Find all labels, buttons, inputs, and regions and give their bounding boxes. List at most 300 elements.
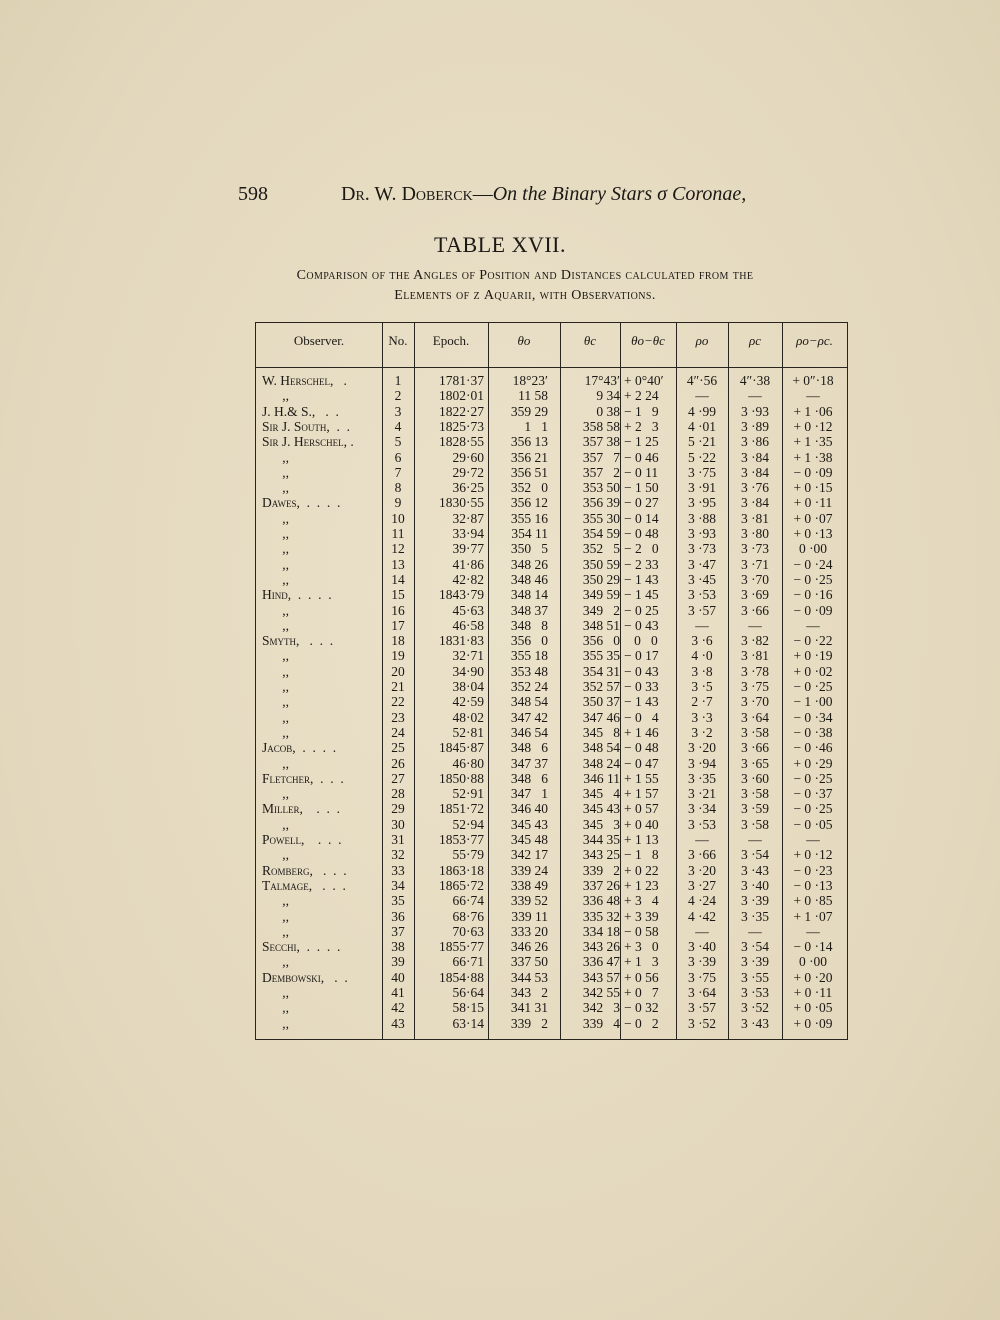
epoch-cell: 39·77 [452,541,484,557]
theta-calculated-cell: 345 8 [582,724,620,740]
rho-observed-cell: 3 ·57 [687,602,717,618]
table-row [256,373,847,389]
table-title: TABLE XVII. [433,232,567,257]
rho-calculated-cell: 3 ·53 [740,985,770,1000]
rho-observed-cell: 2 ·7 [691,694,713,710]
theta-calculated-cell: 345 43 [582,801,620,817]
rho-observed-cell: 3 ·75 [687,464,717,480]
running-title [341,183,746,206]
table-row [256,817,847,833]
epoch-cell: 63·14 [452,1015,484,1031]
theta-difference-cell: + 0 56 [624,969,659,985]
table-row [256,419,847,435]
rho-difference-cell: − 0 ·37 [793,786,833,802]
number-cell: 17 [391,617,405,633]
theta-calculated-cell: 348 51 [582,617,620,633]
rho-difference-cell: − 0 ·13 [793,877,833,893]
rho-observed-cell: — [695,832,709,847]
theta-calculated-cell: 339 2 [582,862,620,878]
observer-cell: J. H.& S., . . [262,403,339,419]
number-cell: 43 [391,1015,405,1031]
epoch-cell: 48·02 [452,709,484,725]
table-row [256,909,847,925]
number-cell: 22 [391,694,405,710]
rho-difference-cell: + 0 ·29 [793,755,833,771]
theta-observed-cell: 339 11 [511,908,548,924]
rho-observed-cell: 3 ·3 [691,709,713,725]
table-row [256,832,847,848]
rho-calculated-cell: — [748,617,762,633]
number-cell: 2 [394,388,402,404]
table-row [256,786,847,802]
observer-cell: ,, [262,679,289,694]
rho-observed-cell: 3 ·52 [687,1015,717,1031]
rho-difference-cell: — [806,832,820,847]
observer-cell: ,, [262,985,289,1000]
theta-difference-cell: + 1 57 [624,786,659,802]
theta-difference-cell: + 1 13 [624,832,659,847]
rho-calculated-cell: 3 ·84 [740,495,770,511]
rho-calculated-cell: 3 ·80 [740,526,770,541]
rho-difference-cell: + 0 ·11 [793,495,833,511]
theta-observed-cell: 346 40 [510,801,548,817]
theta-observed-cell: 350 5 [510,541,548,557]
table-row [256,664,847,680]
col-header-delta-theta: θo−θc [631,333,665,348]
theta-observed-cell: 338 49 [510,877,548,893]
rho-calculated-cell: — [748,388,762,404]
rho-observed-cell: 3 ·8 [691,663,713,679]
epoch-cell: 36·25 [452,480,484,496]
epoch-cell: 29·72 [452,464,484,480]
theta-difference-cell: + 1 23 [624,877,659,893]
theta-observed-cell: 348 37 [510,602,548,618]
observer-cell: ,, [262,786,289,802]
theta-calculated-cell: 342 3 [582,1000,620,1016]
rho-observed-cell: 3 ·6 [691,633,713,649]
theta-calculated-cell: 350 37 [582,694,620,710]
epoch-cell: 46·80 [452,755,484,771]
theta-calculated-cell: 355 30 [582,510,620,526]
rho-observed-cell: 3 ·47 [687,556,717,572]
number-cell: 42 [391,1000,405,1016]
rho-calculated-cell: 3 ·43 [740,862,770,878]
theta-calculated-cell: 337 26 [582,877,620,893]
theta-calculated-cell: 350 59 [582,556,620,572]
table-row [256,863,847,879]
epoch-cell: 29·60 [452,449,484,465]
rho-calculated-cell: 3 ·39 [740,954,770,970]
observer-cell: ,, [262,617,289,633]
number-cell: 38 [391,939,405,955]
number-cell: 6 [394,449,402,465]
theta-calculated-cell: 354 59 [582,526,620,541]
theta-observed-cell: 346 54 [510,724,548,740]
number-cell: 4 [394,418,402,434]
number-cell: 32 [391,847,405,863]
theta-calculated-cell: 355 35 [582,648,620,664]
theta-difference-cell: − 0 32 [624,1000,659,1016]
epoch-cell: 1822·27 [439,403,484,419]
observer-cell: Sir J. South, . . [262,418,351,434]
theta-observed-cell: 347 42 [510,709,548,725]
number-cell: 19 [391,648,405,664]
rho-difference-cell: − 0 ·23 [793,862,833,878]
rho-calculated-cell: 3 ·54 [740,939,770,955]
theta-difference-cell: + 0°40′ [624,373,664,388]
theta-observed-cell: 356 51 [510,464,548,480]
rho-observed-cell: 3 ·64 [687,985,717,1000]
theta-observed-cell: 354 11 [511,526,548,541]
theta-difference-cell: + 0 7 [624,985,659,1000]
theta-difference-cell: − 1 8 [624,847,659,863]
rho-calculated-cell: 3 ·81 [740,648,770,664]
number-cell: 36 [391,908,405,924]
rho-difference-cell: + 0 ·13 [793,526,833,541]
rho-observed-cell: 3 ·75 [687,969,717,985]
theta-difference-cell: − 1 25 [624,434,659,450]
rho-observed-cell: 3 ·21 [687,786,717,802]
rho-difference-cell: + 0 ·12 [793,847,833,863]
table-row [256,970,847,986]
rho-observed-cell: 5 ·22 [687,449,717,465]
theta-calculated-cell: 347 46 [582,709,620,725]
rho-difference-cell: + 0″·18 [792,373,834,388]
theta-observed-cell: 339 24 [510,862,548,878]
epoch-cell: 1802·01 [439,388,484,404]
theta-calculated-cell: 348 24 [582,755,620,771]
table-row [256,557,847,573]
observer-cell: Smyth, . . . [262,633,334,649]
observer-cell: ,, [262,602,289,618]
rho-calculated-cell: 3 ·52 [740,1000,770,1016]
number-cell: 37 [391,923,405,939]
rho-difference-cell: − 0 ·22 [793,633,833,649]
observer-cell: Jacob, . . . . [262,740,337,756]
epoch-cell: 52·94 [452,816,484,832]
rho-difference-cell: + 0 ·11 [793,985,833,1000]
rho-observed-cell: 3 ·91 [687,480,717,496]
running-head [238,183,888,213]
theta-calculated-cell: 335 32 [582,908,620,924]
table-row [256,511,847,527]
epoch-cell: 34·90 [452,663,484,679]
rho-calculated-cell: 3 ·65 [740,755,770,771]
theta-difference-cell: + 3 39 [624,908,659,924]
theta-calculated-cell: 9 34 [596,388,620,404]
theta-difference-cell: − 0 2 [624,1015,659,1031]
theta-observed-cell: 356 0 [510,633,548,649]
rho-difference-cell: + 0 ·19 [793,648,833,664]
caption-line-1: Comparison of the Angles of Position and Distances calculated from the [296,268,754,283]
theta-observed-cell: 348 54 [510,694,548,710]
number-cell: 31 [391,832,405,847]
rho-calculated-cell: 3 ·58 [740,724,770,740]
theta-difference-cell: + 0 57 [624,801,659,817]
rho-calculated-cell: 3 ·89 [740,418,770,434]
rho-observed-cell: 3 ·95 [687,495,717,511]
epoch-cell: 1855·77 [439,939,484,955]
rho-calculated-cell: 3 ·76 [740,480,770,496]
theta-observed-cell: 339 2 [510,1015,548,1031]
theta-observed-cell: 355 16 [510,510,548,526]
rho-difference-cell: + 0 ·02 [793,663,833,679]
rho-difference-cell: + 0 ·20 [793,969,833,985]
theta-observed-cell: 342 17 [510,847,548,863]
theta-difference-cell: − 0 33 [624,679,659,694]
theta-calculated-cell: 350 29 [582,571,620,587]
rho-difference-cell: − 0 ·34 [793,709,833,725]
theta-observed-cell: 343 2 [510,985,548,1000]
number-cell: 5 [394,434,402,450]
rho-observed-cell: 4 ·99 [687,403,717,419]
table-row [256,679,847,695]
theta-observed-cell: 356 21 [510,449,548,465]
number-cell: 14 [391,571,405,587]
epoch-cell: 1831·83 [439,633,484,649]
rho-observed-cell: 3 ·88 [687,510,717,526]
rho-calculated-cell: 3 ·66 [740,740,770,756]
number-cell: 27 [391,770,405,786]
theta-difference-cell: − 1 45 [624,587,659,603]
theta-observed-cell: 348 6 [510,740,548,756]
rho-observed-cell: 3 ·35 [687,770,717,786]
number-cell: 24 [391,724,405,740]
col-header-epoch: Epoch. [432,333,470,348]
epoch-cell: 1843·79 [439,587,484,603]
theta-difference-cell: + 3 4 [624,893,659,909]
rho-difference-cell: − 0 ·25 [793,571,833,587]
table-row [256,801,847,817]
theta-observed-cell: 18°23′ [512,373,548,388]
rho-observed-cell: 3 ·20 [687,862,717,878]
table-row [256,572,847,588]
title-separator: — [472,183,493,205]
theta-observed-cell: 355 18 [510,648,548,664]
observer-cell: W. Herschel, . [262,373,347,388]
rho-observed-cell: 5 ·21 [687,434,717,450]
epoch-cell: 66·74 [452,893,484,909]
epoch-cell: 1865·72 [439,877,484,893]
theta-calculated-cell: 17°43′ [584,373,620,388]
theta-difference-cell: − 0 48 [624,526,659,541]
observer-cell: Dembowski, . . [262,969,348,985]
number-cell: 25 [391,740,405,756]
epoch-cell: 32·71 [452,648,484,664]
col-header-theta-c: θc [583,333,597,348]
rho-observed-cell: 3 ·94 [687,755,717,771]
rho-calculated-cell: 3 ·43 [740,1015,770,1031]
theta-calculated-cell: 349 2 [582,602,620,618]
theta-calculated-cell: 349 59 [582,587,620,603]
epoch-cell: 42·59 [452,694,484,710]
rho-observed-cell: 3 ·34 [687,801,717,817]
rho-observed-cell: 3 ·93 [687,526,717,541]
number-cell: 3 [394,403,402,419]
rho-calculated-cell: 3 ·59 [740,801,770,817]
rho-calculated-cell: 3 ·75 [740,679,770,694]
theta-observed-cell: 337 50 [510,954,548,970]
theta-calculated-cell: 336 47 [582,954,620,970]
theta-difference-cell: − 0 14 [624,510,659,526]
epoch-cell: 58·15 [452,1000,484,1016]
theta-calculated-cell: 343 25 [582,847,620,863]
observer-cell: ,, [262,954,289,970]
epoch-cell: 68·76 [452,908,484,924]
table-row [256,878,847,894]
rho-calculated-cell: 3 ·84 [740,464,770,480]
number-cell: 41 [391,985,405,1000]
rho-difference-cell: − 1 ·00 [793,694,833,710]
theta-difference-cell: 0 0 [624,633,658,649]
epoch-cell: 33·94 [452,526,484,541]
theta-difference-cell: + 0 22 [624,862,659,878]
epoch-cell: 56·64 [452,985,484,1000]
epoch-cell: 1851·72 [439,801,484,817]
number-cell: 10 [391,510,405,526]
theta-difference-cell: + 1 55 [624,770,659,786]
observer-cell: Talmage, . . . [262,877,346,893]
table-row [256,465,847,481]
epoch-cell: 1850·88 [439,770,484,786]
observer-cell: ,, [262,388,289,404]
observer-cell: Sir J. Herschel, . [262,434,354,450]
observer-cell: ,, [262,923,289,939]
theta-observed-cell: 348 26 [510,556,548,572]
theta-difference-cell: − 0 43 [624,663,659,679]
theta-difference-cell: + 2 3 [624,418,659,434]
rho-difference-cell: − 0 ·05 [793,816,833,832]
rho-observed-cell: — [695,617,709,633]
number-cell: 34 [391,877,405,893]
theta-difference-cell: + 0 40 [624,816,659,832]
number-cell: 21 [391,679,405,694]
rho-difference-cell: — [806,617,820,633]
observer-cell: ,, [262,1015,289,1031]
observer-cell: ,, [262,816,289,832]
rho-observed-cell: — [695,923,709,939]
rho-observed-cell: 4 ·01 [687,418,717,434]
rho-difference-cell: − 0 ·38 [793,724,833,740]
theta-difference-cell: + 3 0 [624,939,659,955]
number-cell: 7 [394,464,402,480]
rho-observed-cell: 3 ·20 [687,740,717,756]
theta-calculated-cell: 339 4 [582,1015,620,1031]
epoch-cell: 70·63 [452,923,484,939]
rho-difference-cell: − 0 ·25 [793,770,833,786]
number-cell: 30 [391,816,405,832]
col-header-observer: Observer. [293,333,345,348]
observer-cell: Fletcher, . . . [262,770,344,786]
col-header-no: No. [388,333,408,348]
theta-calculated-cell: 334 18 [582,923,620,939]
table-row [256,526,847,542]
epoch-cell: 1845·87 [439,740,484,756]
observer-cell: Hind, . . . . [262,587,332,603]
rho-observed-cell: — [695,388,709,404]
rho-calculated-cell: — [748,923,762,939]
rho-difference-cell: + 0 ·12 [793,418,833,434]
rho-calculated-cell: 3 ·54 [740,847,770,863]
number-cell: 11 [391,526,405,541]
rho-difference-cell: − 0 ·09 [793,602,833,618]
theta-observed-cell: 341 31 [510,1000,548,1016]
epoch-cell: 38·04 [452,679,484,694]
rho-calculated-cell: 3 ·71 [740,556,770,572]
table-row [256,450,847,466]
theta-difference-cell: − 0 46 [624,449,659,465]
number-cell: 39 [391,954,405,970]
rho-observed-cell: 4 ·24 [687,893,717,909]
table-row [256,1000,847,1016]
table-row [256,725,847,741]
rho-difference-cell: − 0 ·46 [793,740,833,756]
theta-observed-cell: 346 26 [510,939,548,955]
theta-calculated-cell: 345 3 [582,816,620,832]
rho-difference-cell: + 1 ·07 [793,908,833,924]
number-cell: 16 [391,602,405,618]
theta-observed-cell: 339 52 [510,893,548,909]
theta-observed-cell: 353 48 [510,663,548,679]
rho-observed-cell: 3 ·2 [691,724,713,740]
rho-difference-cell: — [806,923,820,939]
observer-cell: ,, [262,755,289,771]
observer-cell: ,, [262,464,289,480]
rho-calculated-cell: 3 ·81 [740,510,770,526]
col-header-rho-c: ρc [748,333,761,348]
observer-cell: Miller, . . . [262,801,340,817]
rho-observed-cell: 3 ·40 [687,939,717,955]
number-cell: 28 [391,786,405,802]
theta-calculated-cell: 353 50 [582,480,620,496]
theta-calculated-cell: 346 11 [583,770,620,786]
table-row [256,495,847,511]
theta-observed-cell: 352 0 [510,480,548,496]
table-row [256,618,847,634]
rho-difference-cell: + 1 ·38 [793,449,833,465]
observer-cell: ,, [262,556,289,572]
table-row [256,771,847,787]
rho-calculated-cell: 3 ·82 [740,633,770,649]
observer-cell: ,, [262,571,289,587]
rho-difference-cell: − 0 ·25 [793,801,833,817]
table-row [256,541,847,557]
theta-difference-cell: − 1 9 [624,403,659,419]
theta-calculated-cell: 343 57 [582,969,620,985]
theta-difference-cell: − 0 48 [624,740,659,756]
observer-cell: ,, [262,449,289,465]
table-row [256,954,847,970]
rho-observed-cell: 3 ·27 [687,877,717,893]
rho-calculated-cell: 3 ·55 [740,969,770,985]
rho-observed-cell: 3 ·53 [687,816,717,832]
rho-calculated-cell: 3 ·93 [740,403,770,419]
number-cell: 40 [391,969,405,985]
epoch-cell: 32·87 [452,510,484,526]
rho-difference-cell: + 0 ·09 [793,1015,833,1031]
rho-observed-cell: 4 ·0 [691,648,713,664]
observer-cell: ,, [262,709,289,725]
table-row [256,756,847,772]
rho-difference-cell: + 0 ·15 [793,480,833,496]
theta-observed-cell: 347 1 [510,786,548,802]
theta-difference-cell: − 0 27 [624,495,659,511]
epoch-cell: 42·82 [452,571,484,587]
theta-observed-cell: 359 29 [510,403,548,419]
theta-difference-cell: − 0 25 [624,602,659,618]
theta-calculated-cell: 352 57 [582,679,620,694]
observer-cell: Romberg, . . . [262,862,347,878]
